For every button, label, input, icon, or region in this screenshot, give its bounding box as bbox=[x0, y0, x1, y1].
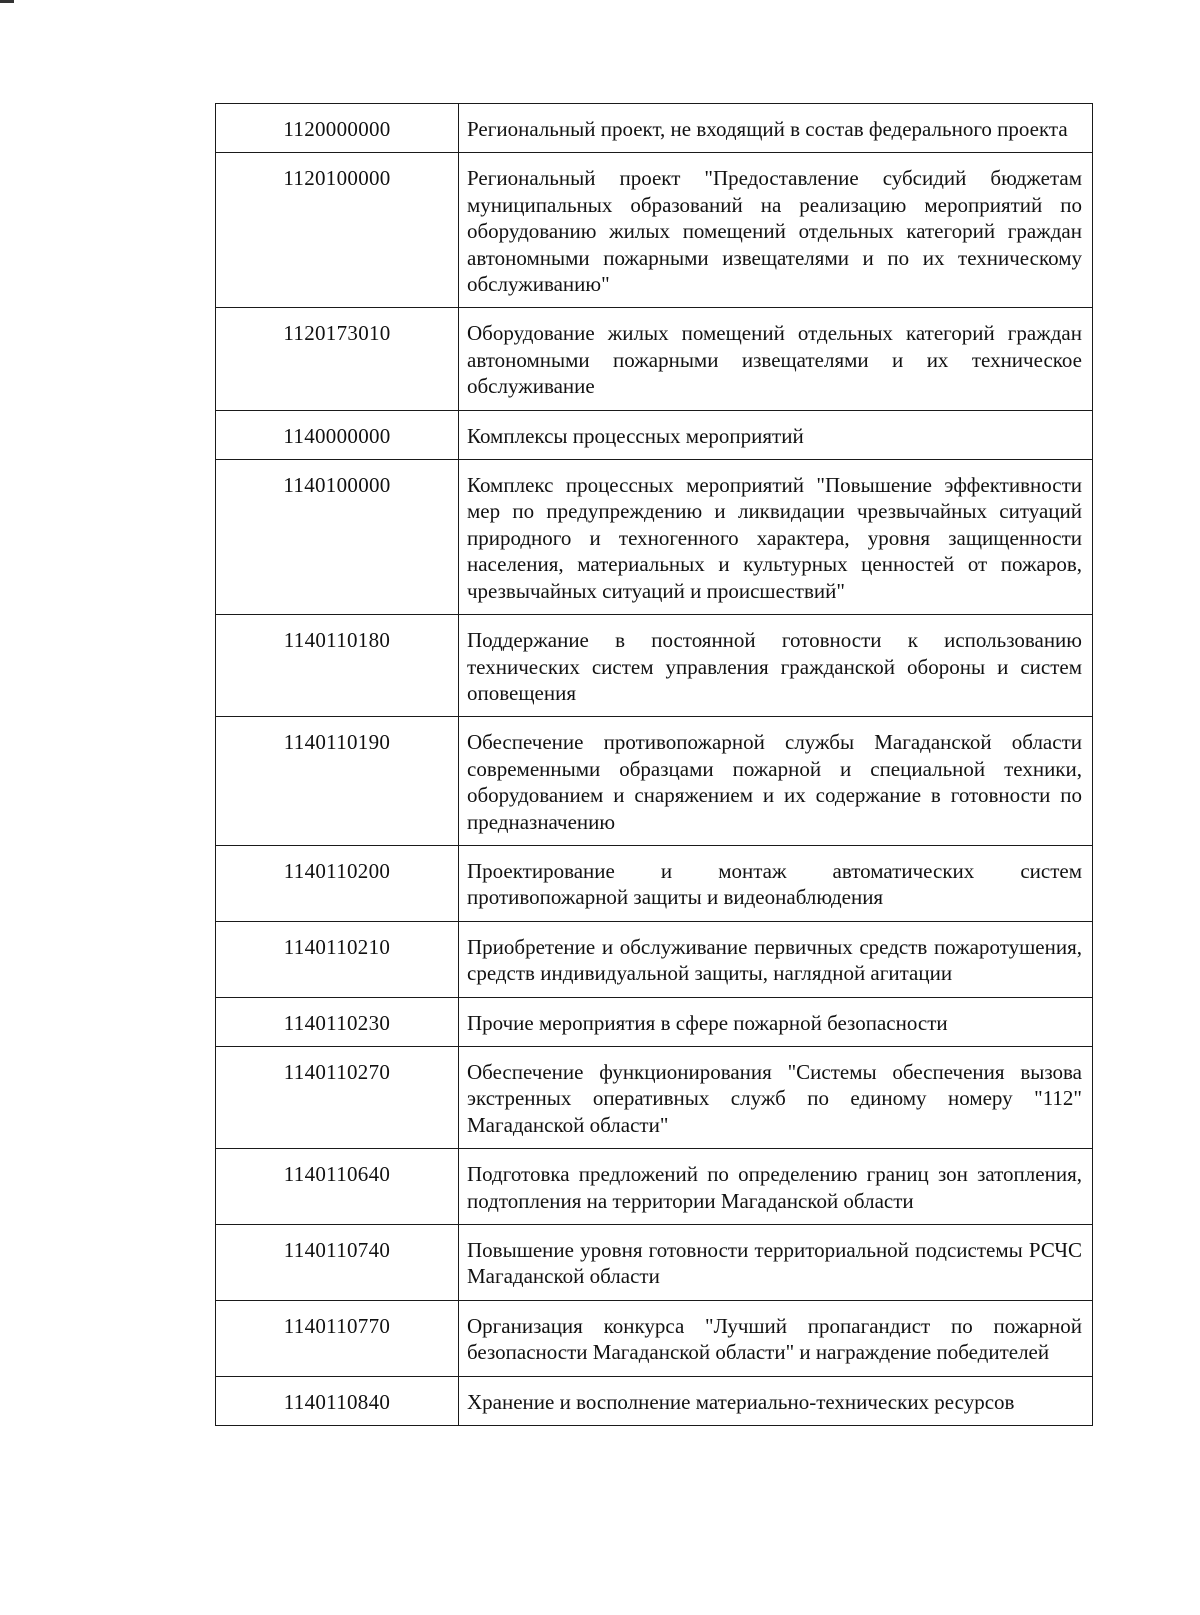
description-cell: Подготовка предложений по определению границ зон затопления, подтопления на территории Магаданской области bbox=[459, 1149, 1093, 1225]
budget-code-table bbox=[215, 103, 1093, 1426]
code-cell: 1140100000 bbox=[216, 460, 459, 615]
description-cell: Организация конкурса "Лучший пропагандист по пожарной безопасности Магаданской области" и награждение победителей bbox=[459, 1300, 1093, 1376]
code-cell: 1140110270 bbox=[216, 1046, 459, 1148]
description-cell: Обеспечение противопожарной службы Магаданской области современными образцами пожарной и специальной техники, оборудованием и снаряжением и их содержание в готовности по предназначению bbox=[459, 717, 1093, 846]
description-cell: Поддержание в постоянной готовности к использованию технических систем управления гражданской обороны и систем оповещения bbox=[459, 615, 1093, 717]
description-cell: Проектирование и монтаж автоматических систем противопожарной защиты и видеонаблюдения bbox=[459, 845, 1093, 921]
description-cell: Комплекс процессных мероприятий "Повышение эффективности мер по предупреждению и ликвидации чрезвычайных ситуаций природного и техногенного характера, уровня защищенности населения, материальных и культурных ценностей от пожаров, чрезвычайных ситуаций и происшествий" bbox=[459, 460, 1093, 615]
description-cell: Комплексы процессных мероприятий bbox=[459, 410, 1093, 459]
description-cell: Повышение уровня готовности территориальной подсистемы РСЧС Магаданской области bbox=[459, 1225, 1093, 1301]
table-row bbox=[216, 1225, 1093, 1301]
code-cell: 1140000000 bbox=[216, 410, 459, 459]
code-cell: 1120100000 bbox=[216, 153, 459, 308]
table-row bbox=[216, 1046, 1093, 1148]
table-row bbox=[216, 615, 1093, 717]
table-row bbox=[216, 1149, 1093, 1225]
table-row bbox=[216, 717, 1093, 846]
code-cell: 1140110640 bbox=[216, 1149, 459, 1225]
scan-artifact bbox=[0, 0, 14, 3]
description-cell: Региональный проект "Предоставление субсидий бюджетам муниципальных образований на реализацию мероприятий по оборудованию жилых помещений отдельных категорий граждан автономными пожарными извещателями и по их техническому обслуживанию" bbox=[459, 153, 1093, 308]
description-cell: Приобретение и обслуживание первичных средств пожаротушения, средств индивидуальной защиты, наглядной агитации bbox=[459, 921, 1093, 997]
description-cell: Хранение и восполнение материально-технических ресурсов bbox=[459, 1376, 1093, 1425]
code-cell: 1140110840 bbox=[216, 1376, 459, 1425]
table-row bbox=[216, 1376, 1093, 1425]
code-cell: 1120000000 bbox=[216, 104, 459, 153]
code-cell: 1120173010 bbox=[216, 308, 459, 410]
code-cell: 1140110740 bbox=[216, 1225, 459, 1301]
table-row bbox=[216, 410, 1093, 459]
description-cell: Оборудование жилых помещений отдельных категорий граждан автономными пожарными извещателями и их техническое обслуживание bbox=[459, 308, 1093, 410]
description-cell: Прочие мероприятия в сфере пожарной безопасности bbox=[459, 997, 1093, 1046]
table-row bbox=[216, 153, 1093, 308]
code-cell: 1140110770 bbox=[216, 1300, 459, 1376]
code-cell: 1140110200 bbox=[216, 845, 459, 921]
table-row bbox=[216, 921, 1093, 997]
table-row bbox=[216, 997, 1093, 1046]
description-cell: Региональный проект, не входящий в состав федерального проекта bbox=[459, 104, 1093, 153]
table-row bbox=[216, 1300, 1093, 1376]
table-row bbox=[216, 308, 1093, 410]
table-row bbox=[216, 104, 1093, 153]
table-row bbox=[216, 460, 1093, 615]
code-cell: 1140110210 bbox=[216, 921, 459, 997]
code-cell: 1140110180 bbox=[216, 615, 459, 717]
table-row bbox=[216, 845, 1093, 921]
code-cell: 1140110190 bbox=[216, 717, 459, 846]
description-cell: Обеспечение функционирования "Системы обеспечения вызова экстренных оперативных служб по единому номеру "112" Магаданской области" bbox=[459, 1046, 1093, 1148]
code-cell: 1140110230 bbox=[216, 997, 459, 1046]
